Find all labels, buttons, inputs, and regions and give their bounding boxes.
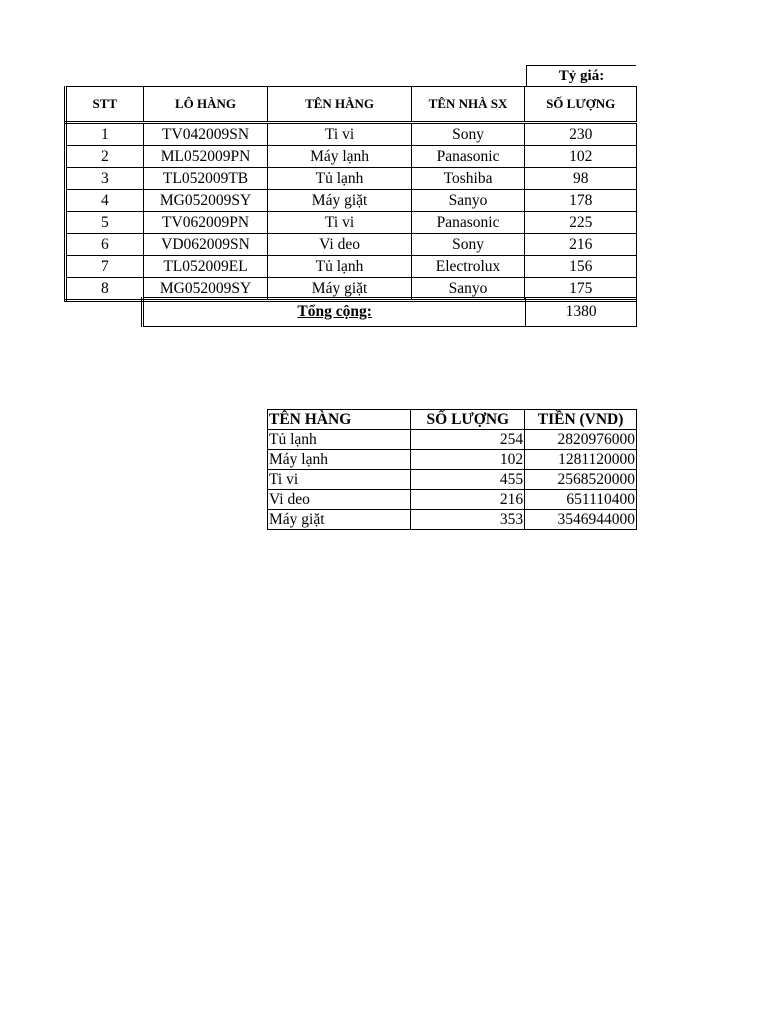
- summary-header-ten-hang: TÊN HÀNG: [268, 410, 411, 430]
- table-row: [66, 146, 637, 168]
- cell-so-luong: 216: [525, 234, 637, 256]
- cell-ten-nha-sx: Panasonic: [411, 146, 525, 168]
- summary-cell-so-luong: 455: [411, 470, 525, 490]
- header-so-luong: SỐ LƯỢNG: [525, 87, 637, 123]
- table-row: [268, 510, 637, 530]
- table-row: [66, 190, 637, 212]
- cell-lo-hang: TV062009PN: [143, 212, 268, 234]
- cell-stt: 7: [66, 256, 144, 278]
- cell-stt: 2: [66, 146, 144, 168]
- cell-ten-nha-sx: Electrolux: [411, 256, 525, 278]
- cell-ten-hang: Ti vi: [268, 212, 411, 234]
- cell-ten-hang: Tủ lạnh: [268, 168, 411, 190]
- summary-cell-so-luong: 216: [411, 490, 525, 510]
- cell-ten-hang: Máy lạnh: [268, 146, 411, 168]
- summary-table-header-row: [268, 410, 637, 430]
- exchange-rate-label: Tỷ giá:: [526, 65, 636, 87]
- cell-ten-nha-sx: Panasonic: [411, 212, 525, 234]
- summary-cell-so-luong: 102: [411, 450, 525, 470]
- shipment-table-header-row: [66, 87, 637, 123]
- cell-lo-hang: TL052009TB: [143, 168, 268, 190]
- summary-header-tien: TIỀN (VND): [525, 410, 637, 430]
- cell-lo-hang: TV042009SN: [143, 123, 268, 146]
- header-lo-hang: LÔ HÀNG: [143, 87, 268, 123]
- summary-cell-so-luong: 353: [411, 510, 525, 530]
- cell-so-luong: 102: [525, 146, 637, 168]
- cell-so-luong: 98: [525, 168, 637, 190]
- cell-lo-hang: VD062009SN: [143, 234, 268, 256]
- summary-cell-ten-hang: Ti vi: [268, 470, 411, 490]
- table-row: [66, 212, 637, 234]
- header-ten-nha-sx: TÊN NHÀ SX: [411, 87, 525, 123]
- cell-ten-nha-sx: Toshiba: [411, 168, 525, 190]
- cell-so-luong: 175: [525, 278, 637, 301]
- summary-cell-tien: 651110400: [525, 490, 637, 510]
- table-row: [66, 123, 637, 146]
- summary-cell-ten-hang: Máy giặt: [268, 510, 411, 530]
- cell-so-luong: 156: [525, 256, 637, 278]
- summary-header-so-luong: SỐ LƯỢNG: [411, 410, 525, 430]
- total-table: [141, 297, 637, 327]
- header-ten-hang: TÊN HÀNG: [268, 87, 411, 123]
- cell-so-luong: 230: [525, 123, 637, 146]
- cell-ten-nha-sx: Sanyo: [411, 190, 525, 212]
- table-row: [66, 256, 637, 278]
- cell-stt: 6: [66, 234, 144, 256]
- cell-stt: 8: [66, 278, 144, 301]
- cell-ten-hang: Vi deo: [268, 234, 411, 256]
- cell-stt: 1: [66, 123, 144, 146]
- table-row: [268, 450, 637, 470]
- table-row: [268, 430, 637, 450]
- table-row: [268, 490, 637, 510]
- total-label: Tổng cộng:: [143, 298, 526, 327]
- shipment-table: [64, 86, 637, 302]
- cell-so-luong: 178: [525, 190, 637, 212]
- header-stt: STT: [66, 87, 144, 123]
- total-value: 1380: [526, 298, 637, 327]
- cell-ten-hang: Máy giặt: [268, 278, 411, 301]
- summary-cell-tien: 2568520000: [525, 470, 637, 490]
- summary-cell-tien: 3546944000: [525, 510, 637, 530]
- total-row: [143, 298, 637, 327]
- cell-ten-nha-sx: Sony: [411, 234, 525, 256]
- cell-lo-hang: MG052009SY: [143, 278, 268, 301]
- summary-cell-tien: 1281120000: [525, 450, 637, 470]
- summary-cell-ten-hang: Máy lạnh: [268, 450, 411, 470]
- cell-lo-hang: ML052009PN: [143, 146, 268, 168]
- cell-lo-hang: MG052009SY: [143, 190, 268, 212]
- cell-so-luong: 225: [525, 212, 637, 234]
- summary-cell-so-luong: 254: [411, 430, 525, 450]
- table-row: [66, 234, 637, 256]
- cell-ten-nha-sx: Sanyo: [411, 278, 525, 301]
- cell-ten-hang: Máy giặt: [268, 190, 411, 212]
- table-row: [66, 168, 637, 190]
- cell-ten-nha-sx: Sony: [411, 123, 525, 146]
- cell-stt: 5: [66, 212, 144, 234]
- cell-stt: 3: [66, 168, 144, 190]
- summary-table: [267, 409, 637, 530]
- cell-stt: 4: [66, 190, 144, 212]
- table-row: [268, 470, 637, 490]
- summary-cell-ten-hang: Tủ lạnh: [268, 430, 411, 450]
- cell-ten-hang: Tủ lạnh: [268, 256, 411, 278]
- cell-lo-hang: TL052009EL: [143, 256, 268, 278]
- summary-cell-ten-hang: Vi deo: [268, 490, 411, 510]
- summary-cell-tien: 2820976000: [525, 430, 637, 450]
- cell-ten-hang: Ti vi: [268, 123, 411, 146]
